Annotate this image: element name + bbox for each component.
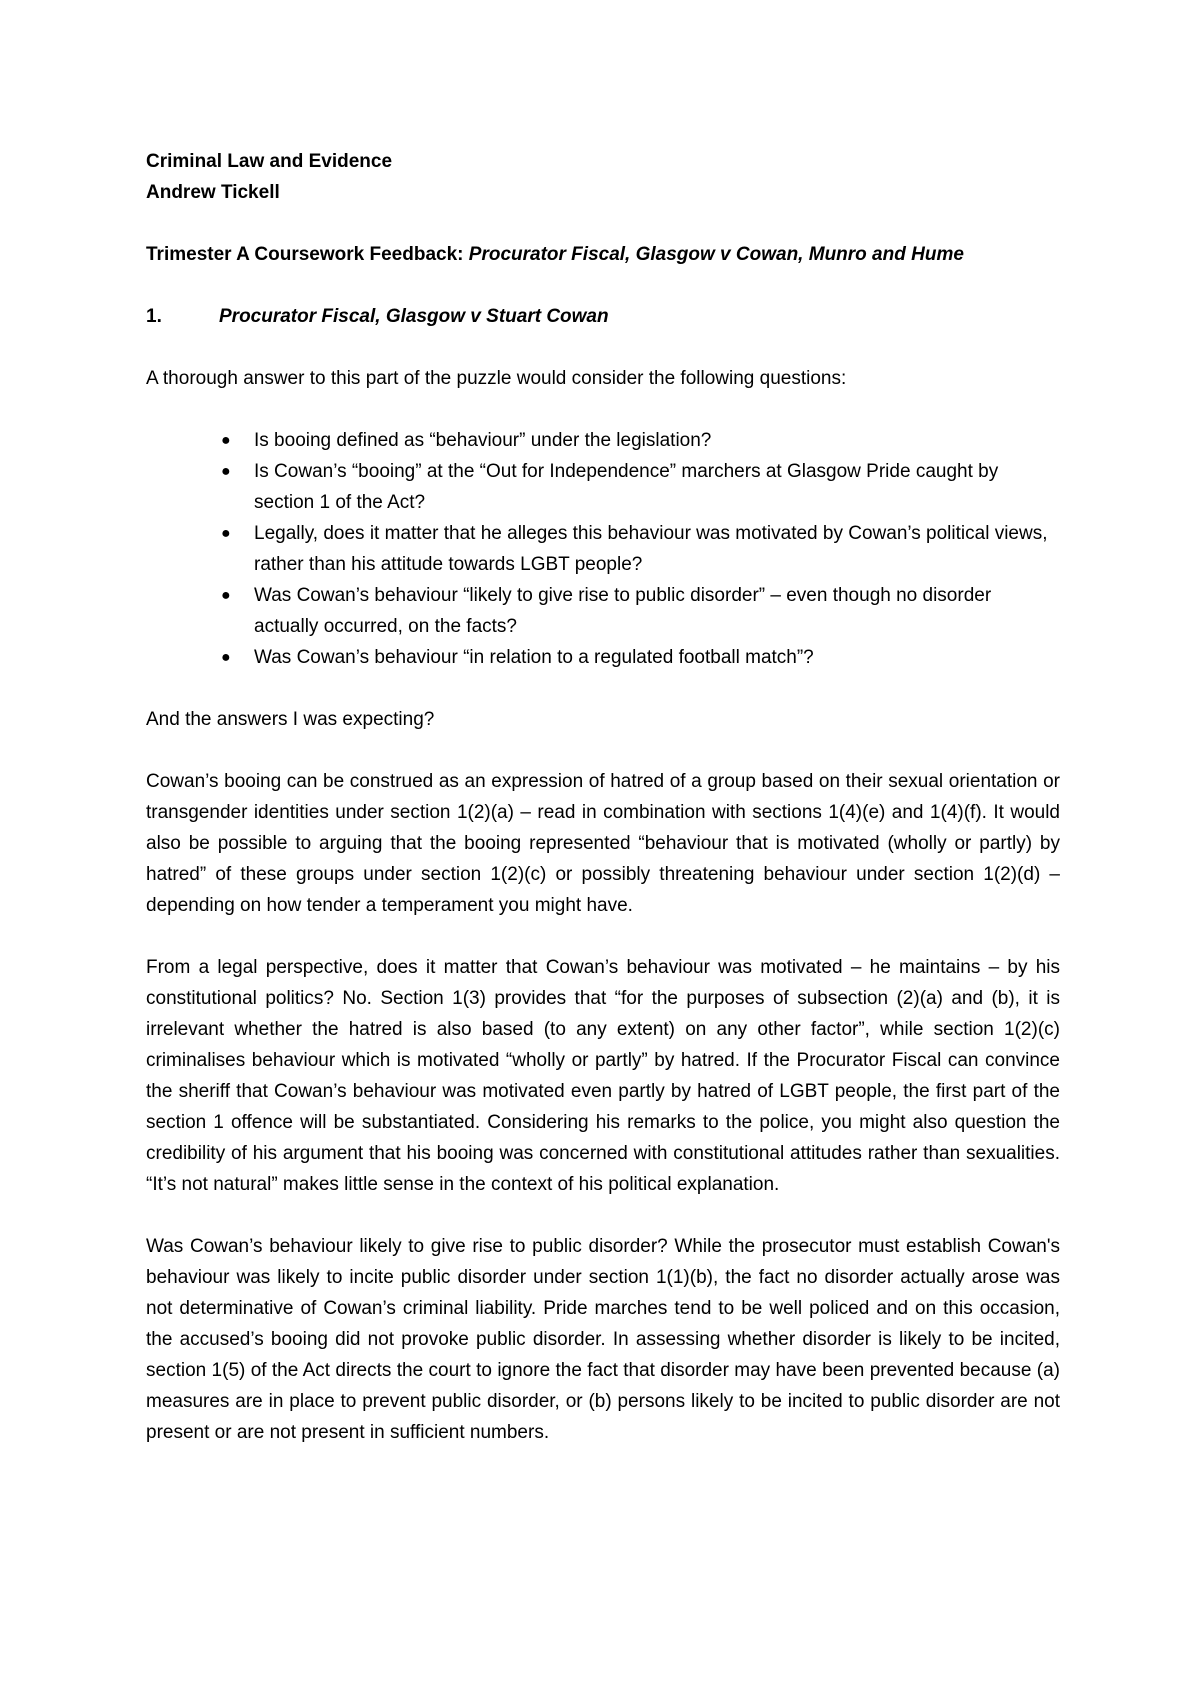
spacer [146, 332, 1060, 363]
list-item [146, 518, 1060, 580]
answers-intro: And the answers I was expecting? [146, 709, 435, 730]
spacer [146, 270, 1060, 301]
author-name: Andrew Tickell [146, 182, 280, 203]
document-page [146, 146, 1060, 1448]
section-heading [146, 301, 1060, 332]
spacer [146, 921, 1060, 952]
question-text: Was Cowan’s behaviour “likely to give rise to public disorder” – even though no disorder actually occurred, on the facts? [254, 585, 992, 637]
list-item [146, 425, 1060, 456]
question-text: Was Cowan’s behaviour “in relation to a regulated football match”? [254, 647, 814, 668]
spacer [146, 1200, 1060, 1231]
body-paragraph: Cowan’s booing can be construed as an expression of hatred of a group based on their sexual orientation or transgender identities under section 1(2)(a) – read in combination with sections 1(4)(e) and 1(4)(f). It would also be possible to arguing that the booing represented “behaviour that is motivated (wholly or partly) by hatred” of these groups under section 1(2)(c) or possibly threatening behaviour under section 1(2)(d) – depending on how tender a temperament you might have. [146, 771, 1060, 916]
list-item [146, 642, 1060, 673]
list-item [146, 456, 1060, 518]
section-number: 1. [146, 306, 162, 327]
bullet-icon: ● [221, 463, 231, 480]
spacer [146, 394, 1060, 425]
section-title: Procurator Fiscal, Glasgow v Stuart Cowan [219, 306, 609, 327]
question-text: Is booing defined as “behaviour” under the legislation? [254, 430, 712, 451]
list-item [146, 580, 1060, 642]
bullet-icon: ● [221, 432, 231, 449]
question-text: Legally, does it matter that he alleges this behaviour was motivated by Cowan’s political views, rather than his attitude towards LGBT people? [254, 523, 1048, 575]
body-paragraph: From a legal perspective, does it matter that Cowan’s behaviour was motivated – he maintains – by his constitutional politics? No. Section 1(3) provides that “for the purposes of subsection (2)(a) and (b), it is irrelevant whether the hatred is also based (to any extent) on any other factor”, while section 1(2)(c) criminalises behaviour which is motivated “wholly or partly” by hatred. If the Procurator Fiscal can convince the sheriff that Cowan’s behaviour was motivated even partly by hatred of LGBT people, the first part of the section 1 offence will be substantiated. Considering his remarks to the police, you might also question the credibility of his argument that his booing was concerned with constitutional attitudes rather than sexualities. “It’s not natural” makes little sense in the context of his political explanation. [146, 957, 1060, 1195]
course-title: Criminal Law and Evidence [146, 151, 393, 172]
question-list [146, 425, 1060, 673]
heading-prefix: Trimester A Coursework Feedback: [146, 244, 469, 265]
document-heading [146, 239, 1060, 270]
heading-case: Procurator Fiscal, Glasgow v Cowan, Munro and Hume [468, 244, 964, 265]
spacer [146, 208, 1060, 239]
bullet-icon: ● [221, 587, 231, 604]
question-text: Is Cowan’s “booing” at the “Out for Independence” marchers at Glasgow Pride caught by section 1 of the Act? [254, 461, 999, 513]
intro-paragraph: A thorough answer to this part of the puzzle would consider the following questions: [146, 368, 847, 389]
spacer [146, 673, 1060, 704]
body-paragraph: Was Cowan’s behaviour likely to give rise to public disorder? While the prosecutor must establish Cowan's behaviour was likely to incite public disorder under section 1(1)(b), the fact no disorder actually arose was not determinative of Cowan’s criminal liability. Pride marches tend to be well policed and on this occasion, the accused’s booing did not provoke public disorder. In assessing whether disorder is likely to be incited, section 1(5) of the Act directs the court to ignore the fact that disorder may have been prevented because (a) measures are in place to prevent public disorder, or (b) persons likely to be incited to public disorder are not present or are not present in sufficient numbers. [146, 1236, 1060, 1443]
bullet-icon: ● [221, 649, 231, 666]
spacer [146, 735, 1060, 766]
bullet-icon: ● [221, 525, 231, 542]
